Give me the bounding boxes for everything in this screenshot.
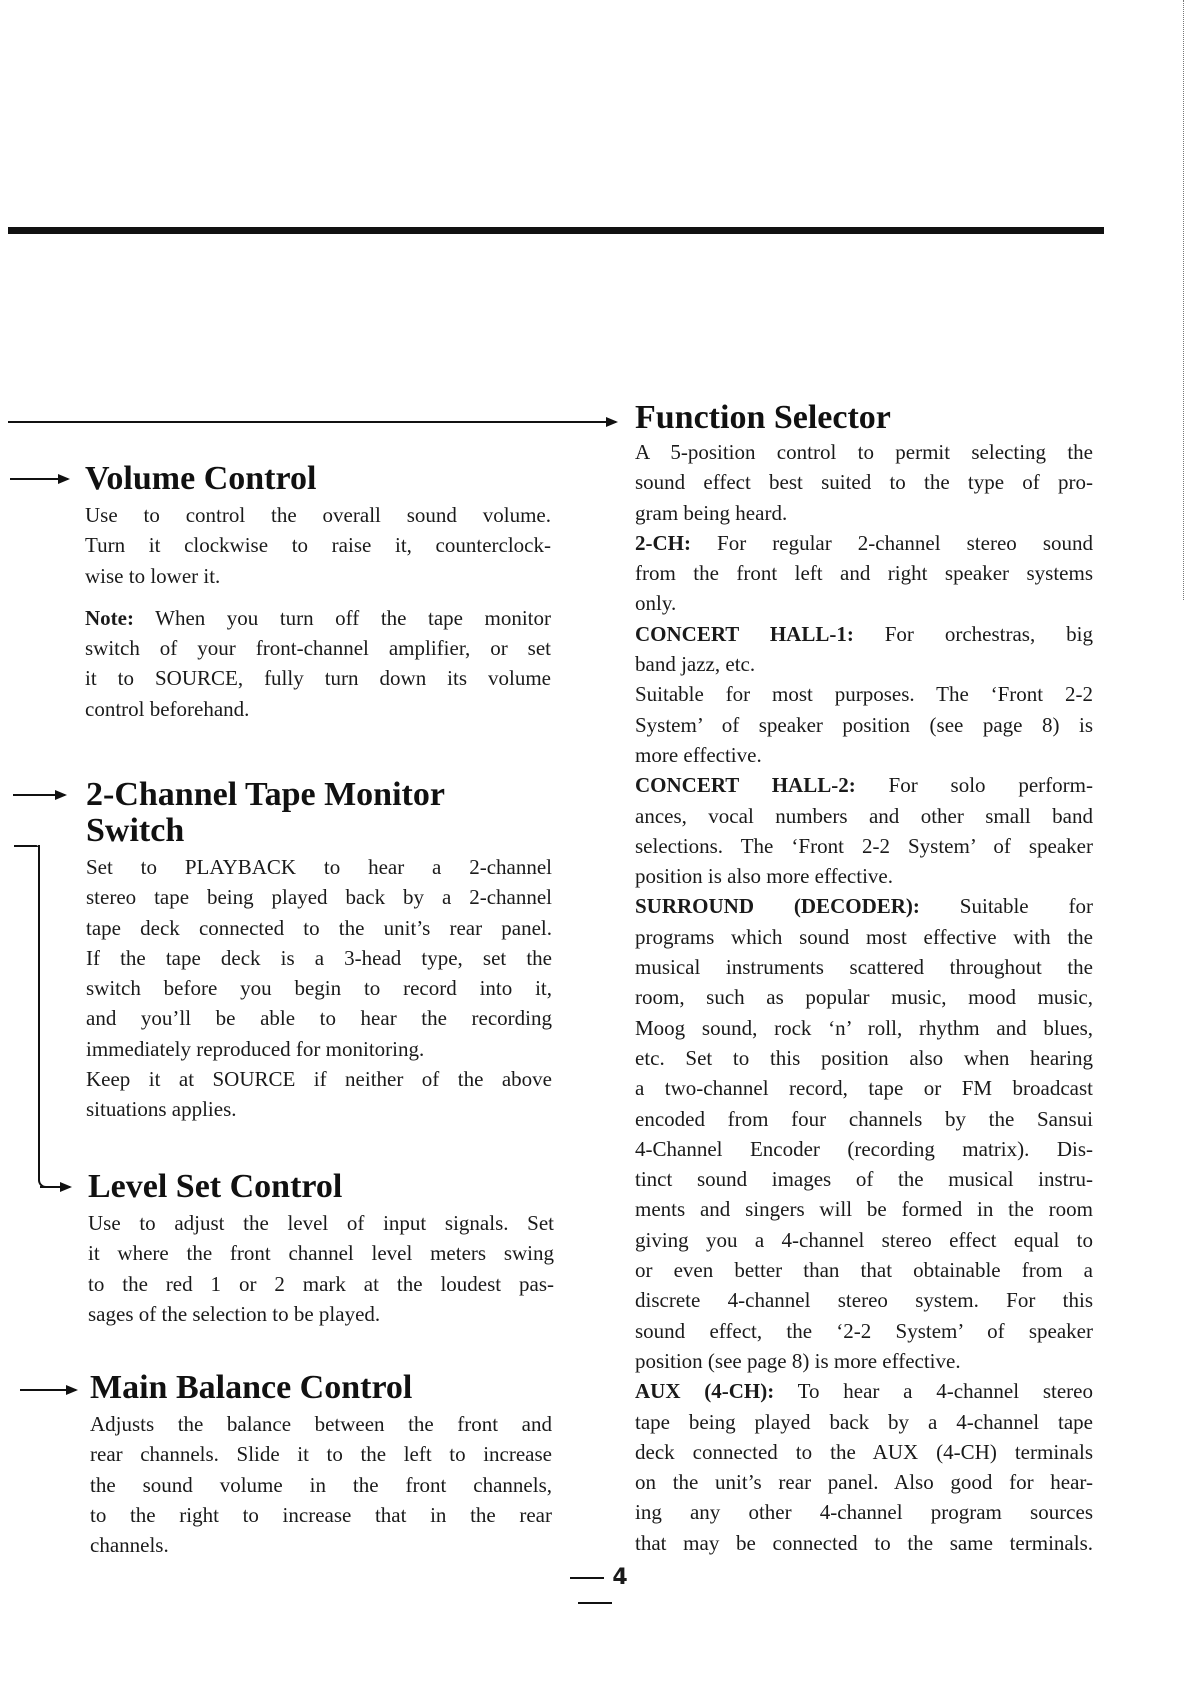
section-level-set-control	[88, 1170, 554, 1329]
text-line: deck connected to the AUX (4-CH) terminals	[635, 1439, 1093, 1464]
text-line: If the tape deck is a 3-head type, set the	[86, 945, 552, 970]
text-fragment: Suitable for	[919, 894, 1094, 919]
item-label: CONCERT HALL-2:	[635, 773, 856, 798]
section-function-selector	[635, 401, 1093, 1558]
intro-paragraph	[635, 437, 1093, 528]
text-line: etc. Set to this position also when hearing	[635, 1045, 1093, 1070]
text-line: position is also more effective.	[635, 864, 893, 889]
text-line: ing any other 4-channel program sources	[635, 1500, 1093, 1525]
text-line: System’ of speaker position (see page 8) is	[635, 712, 1093, 737]
text-line: a two-channel record, tape or FM broadcast	[635, 1076, 1093, 1101]
text-line: Keep it at SOURCE if neither of the above	[86, 1067, 552, 1092]
item-label: CONCERT HALL-1:	[635, 621, 854, 646]
text-line: and you’ll be able to hear the recording	[86, 1006, 552, 1031]
text-line: more effective.	[635, 742, 762, 767]
paragraph	[86, 852, 552, 1125]
section-title-line-2: Switch	[86, 812, 185, 849]
text-line: ances, vocal numbers and other small band	[635, 803, 1093, 828]
paragraph	[85, 500, 551, 591]
section-title: Function Selector	[635, 399, 891, 436]
tape-monitor-pointer-arrow-icon	[13, 794, 65, 796]
text-fragment: For solo perform-	[855, 773, 1093, 798]
main-balance-pointer-arrow-icon	[20, 1389, 76, 1391]
text-line: Turn it clockwise to raise it, counterclock-	[85, 533, 551, 558]
item-label: 2-CH:	[635, 530, 691, 555]
item-label: SURROUND (DECODER):	[635, 894, 920, 919]
text-line: Adjusts the balance between the front and	[90, 1412, 552, 1436]
text-line: situations applies.	[86, 1097, 237, 1122]
text-line: tape deck connected to the unit’s rear panel.	[86, 915, 552, 940]
text-line: to the right to increase that in the rear	[90, 1502, 552, 1527]
text-line: the sound volume in the front channels,	[90, 1472, 552, 1497]
item-concert-hall-1	[635, 619, 1093, 770]
text-line	[635, 770, 1093, 800]
text-line: wise to lower it.	[85, 563, 221, 588]
text-line: programs which sound most effective with the	[635, 924, 1093, 949]
bracket-bottom-curve	[38, 1170, 50, 1188]
text-line: discrete 4-channel stereo system. For this	[635, 1288, 1093, 1313]
text-line	[635, 891, 1093, 921]
page-number-value: 4	[612, 1565, 628, 1590]
item-surround-decoder	[635, 891, 1093, 1376]
text-line: switch of your front-channel amplifier, or set	[85, 636, 551, 661]
text-line: sound effect, the ‘2-2 System’ of speaker	[635, 1318, 1093, 1343]
text-line: band jazz, etc.	[635, 652, 756, 677]
text-line: immediately reproduced for monitoring.	[86, 1036, 425, 1061]
text-line: on the unit’s rear panel. Also good for hear-	[635, 1470, 1093, 1495]
text-line: gram being heard.	[635, 500, 788, 525]
text-line: 4-Channel Encoder (recording matrix). Dis-	[635, 1136, 1093, 1161]
section-title: Main Balance Control	[90, 1369, 413, 1406]
text-fragment: For orchestras, big	[853, 621, 1093, 646]
text-line: position (see page 8) is more effective.	[635, 1348, 961, 1373]
section-title: Volume Control	[85, 460, 317, 497]
text-fragment: When you turn off the tape monitor	[133, 605, 551, 630]
text-line: from the front left and right speaker systems	[635, 561, 1093, 586]
text-line: sound effect best suited to the type of pro-	[635, 470, 1093, 495]
text-line	[85, 603, 551, 633]
text-line: to the red 1 or 2 mark at the loudest pas-	[88, 1271, 554, 1296]
text-line: switch before you begin to record into it,	[86, 976, 552, 1001]
text-line: room, such as popular music, mood music,	[635, 985, 1093, 1010]
text-line: selections. The ‘Front 2-2 System’ of speaker	[635, 833, 1093, 858]
text-line: Suitable for most purposes. The ‘Front 2-2	[635, 682, 1093, 707]
volume-control-pointer-arrow-icon	[10, 478, 68, 480]
paragraph	[88, 1208, 554, 1329]
text-line: sages of the selection to be played.	[88, 1301, 381, 1326]
text-line: or even better than that obtainable from a	[635, 1258, 1093, 1283]
note-paragraph	[85, 603, 551, 724]
tape-monitor-to-level-set-bracket	[14, 845, 38, 847]
section-title-line-1: 2-Channel Tape Monitor	[86, 776, 445, 813]
text-line: Use to control the overall sound volume.	[85, 503, 551, 527]
page-edge-line	[1183, 0, 1185, 600]
text-line: Moog sound, rock ‘n’ roll, rhythm and blues,	[635, 1015, 1093, 1040]
item-label: AUX (4-CH):	[635, 1379, 775, 1404]
bracket-vertical-line	[38, 845, 40, 1170]
text-line: Use to adjust the level of input signals. Set	[88, 1211, 554, 1235]
section-tape-monitor-switch	[86, 778, 552, 1125]
text-line: only.	[635, 591, 677, 616]
text-line: encoded from four channels by the Sansui	[635, 1106, 1093, 1131]
dash-left	[570, 1577, 604, 1579]
text-line: that may be connected to the same terminals.	[635, 1530, 1093, 1555]
text-line: it to SOURCE, fully turn down its volume	[85, 666, 551, 691]
paragraph	[90, 1409, 552, 1560]
note-label: Note:	[85, 605, 134, 630]
section-title: Level Set Control	[88, 1168, 343, 1205]
text-fragment: For regular 2-channel stereo sound	[691, 530, 1093, 555]
text-line: tinct sound images of the musical instru-	[635, 1167, 1093, 1192]
text-line: tape being played back by a 4-channel tape	[635, 1409, 1093, 1434]
text-line	[635, 528, 1093, 558]
text-line: A 5-position control to permit selecting the	[635, 440, 1093, 464]
text-line: giving you a 4-channel stereo effect equal to	[635, 1227, 1093, 1252]
text-line: channels.	[90, 1533, 169, 1558]
item-2ch	[635, 528, 1093, 619]
text-line	[635, 1376, 1093, 1406]
function-selector-pointer-arrow-icon	[8, 421, 616, 423]
item-concert-hall-2	[635, 770, 1093, 891]
item-aux-4ch	[635, 1376, 1093, 1558]
text-fragment: To hear a 4-channel stereo	[774, 1379, 1093, 1404]
text-line: musical instruments scattered throughout the	[635, 955, 1093, 980]
text-line: ments and singers will be formed in the room	[635, 1197, 1093, 1222]
top-horizontal-rule	[8, 227, 1104, 234]
text-line: control beforehand.	[85, 696, 250, 721]
text-line: rear channels. Slide it to the left to increase	[90, 1442, 552, 1467]
page-number	[540, 1565, 650, 1615]
text-line: Set to PLAYBACK to hear a 2-channel	[86, 855, 552, 879]
dash-right	[578, 1602, 612, 1604]
section-volume-control	[85, 462, 551, 724]
text-line	[635, 619, 1093, 649]
text-line: it where the front channel level meters swing	[88, 1241, 554, 1266]
section-main-balance-control	[90, 1371, 552, 1560]
text-line: stereo tape being played back by a 2-channel	[86, 885, 552, 910]
